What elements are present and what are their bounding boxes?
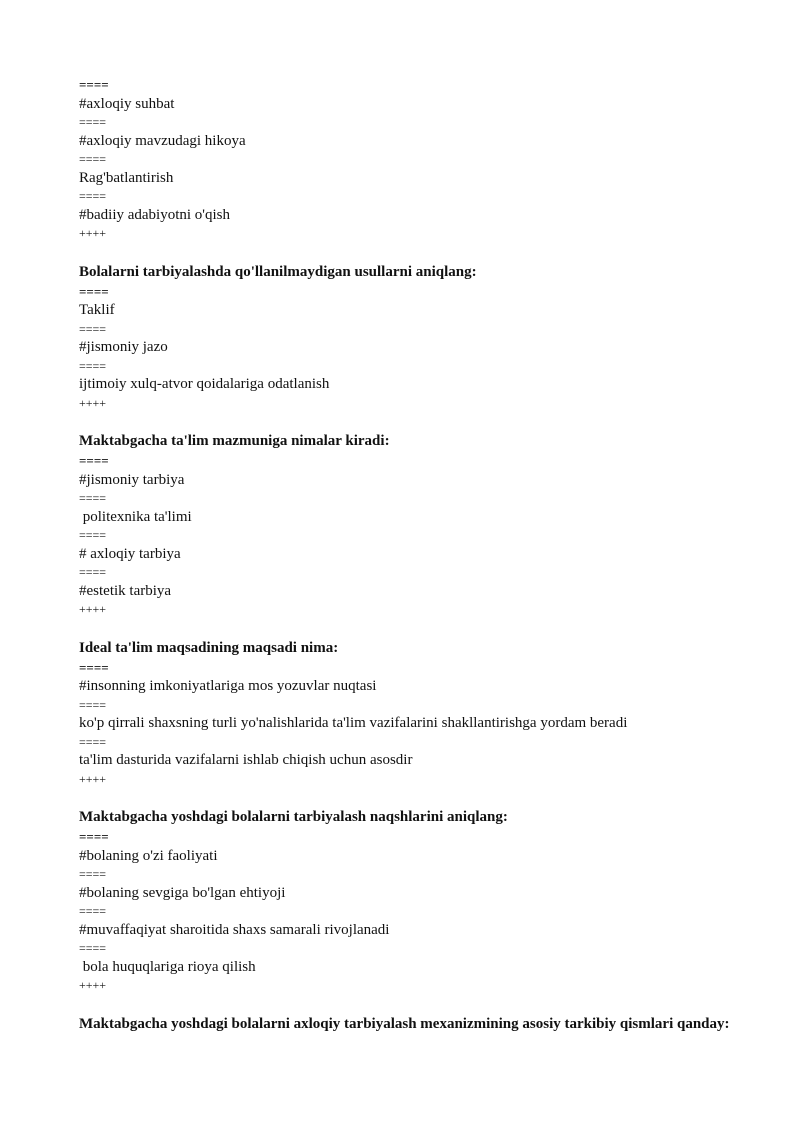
answer-option: #badiiy adabiyotni o'qish <box>79 206 231 223</box>
answer-option: bola huquqlariga rioya qilish <box>79 958 256 975</box>
answer-option: ko'p qirrali shaxsning turli yo'nalishlarida ta'lim vazifalarini shakllantirishga yordam beradi <box>79 715 628 731</box>
option-separator: ==== <box>79 829 109 844</box>
question-end-separator: ++++ <box>79 978 107 992</box>
option-separator: ==== <box>79 659 109 675</box>
option-separator: ==== <box>79 152 107 166</box>
option-separator: ==== <box>79 321 107 336</box>
option-separator: ==== <box>79 734 107 749</box>
answer-option: #bolaning o'zi faoliyati <box>79 847 218 864</box>
answer-option: politexnika ta'limi <box>79 508 192 525</box>
answer-option: ijtimoiy xulq-atvor qoidalariga odatlanish <box>79 376 330 392</box>
answer-option: ta'lim dasturida vazifalarni ishlab chiqish uchun asosdir <box>79 752 413 768</box>
answer-option: # axloqiy tarbiya <box>79 545 181 562</box>
answer-option: #axloqiy mavzudagi hikoya <box>79 132 246 149</box>
block-spacer <box>79 995 742 1013</box>
question-heading: Bolalarni tarbiyalashda qo'llanilmaydigan usullarni aniqlang: <box>79 263 477 280</box>
answer-option: #muvaffaqiyat sharoitida shaxs samarali rivojlanadi <box>79 921 390 938</box>
answer-option: #estetik tarbiya <box>79 582 172 599</box>
option-separator: ==== <box>79 697 107 712</box>
answer-option: #axloqiy suhbat <box>79 95 175 112</box>
option-separator: ==== <box>79 565 107 579</box>
option-separator: ==== <box>79 453 109 468</box>
option-separator: ==== <box>79 491 107 505</box>
question-end-separator: ++++ <box>79 602 107 616</box>
question-heading: Ideal ta'lim maqsadining maqsadi nima: <box>79 639 339 656</box>
option-separator: ==== <box>79 77 109 92</box>
answer-option: Rag'batlantirish <box>79 169 174 186</box>
option-separator: ==== <box>79 115 107 129</box>
option-separator: ==== <box>79 358 107 373</box>
question-end-separator: ++++ <box>79 226 107 240</box>
block-spacer <box>79 243 742 261</box>
option-separator: ==== <box>79 528 107 542</box>
answer-option: Taklif <box>79 302 115 318</box>
option-separator: ==== <box>79 283 109 299</box>
question-end-separator: ++++ <box>79 771 107 786</box>
answer-option: #bolaning sevgiga bo'lgan ehtiyoji <box>79 884 286 901</box>
question-heading: Maktabgacha yoshdagi bolalarni axloqiy tarbiyalash mexanizmining asosiy tarkibiy qismlari qanday: <box>79 1015 730 1032</box>
option-separator: ==== <box>79 189 107 203</box>
question-heading: Maktabgacha yoshdagi bolalarni tarbiyalash naqshlarini aniqlang: <box>79 809 508 825</box>
answer-option: #jismoniy jazo <box>79 339 168 355</box>
block-spacer <box>79 619 742 637</box>
option-separator: ==== <box>79 904 107 918</box>
question-end-separator: ++++ <box>79 395 107 410</box>
block-spacer <box>79 412 742 430</box>
answer-option: #insonning imkoniyatlariga mos yozuvlar nuqtasi <box>79 678 377 694</box>
block-spacer <box>79 788 742 806</box>
option-separator: ==== <box>79 867 107 881</box>
document-content <box>79 76 742 1035</box>
answer-option: #jismoniy tarbiya <box>79 471 185 488</box>
option-separator: ==== <box>79 941 107 955</box>
question-heading: Maktabgacha ta'lim mazmuniga nimalar kiradi: <box>79 433 390 449</box>
